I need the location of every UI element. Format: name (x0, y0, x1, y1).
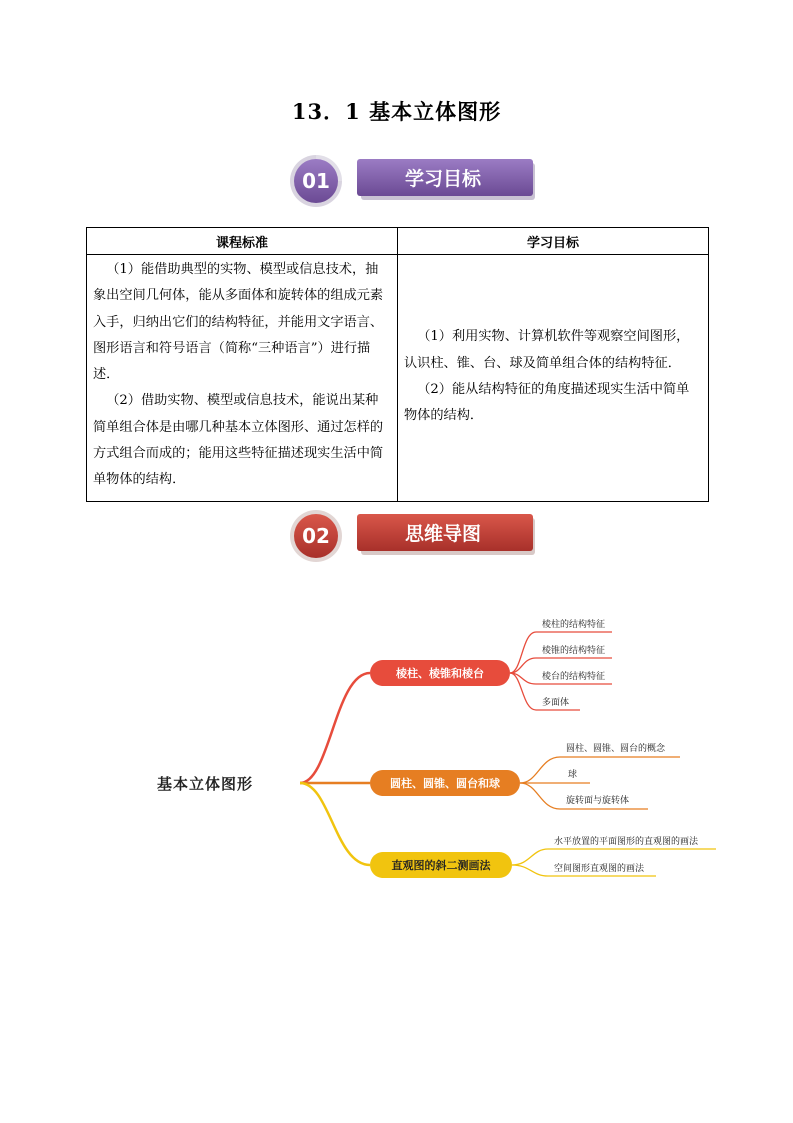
standard-item-1: （1）能借助典型的实物、模型或信息技术，抽象出空间几何体，能从多面体和旋转体的组成元素入手，归纳出它们的结构特征，并能用文字语言、图形语言和符号语言（简称“三种语言”）进行描述． (93, 262, 384, 383)
leaf-1-4: 多面体 (542, 698, 570, 708)
branch-label-2: 圆柱、圆锥、圆台和球 (390, 777, 500, 790)
goals-cell (398, 255, 709, 502)
section-label: 学习目标 (404, 168, 482, 190)
leaf-2-3: 旋转面与旋转体 (566, 796, 630, 806)
table-header-goal: 学习目标 (398, 228, 709, 255)
standard-item-2: （2）借助实物、模型或信息技术，能说出某种简单组合体是由哪几种基本立体图形、通过怎样的方式组合而成的；能用这些特征描述现实生活中简单物体的结构． (93, 393, 384, 488)
section-number: 01 (302, 169, 330, 193)
goal-item-1: （1）利用实物、计算机软件等观察空间图形，认识柱、锥、台、球及简单组合体的结构特征． (404, 329, 690, 371)
leaf-2-2: 球 (568, 770, 578, 780)
leaf-3-1: 水平放置的平面图形的直观图的画法 (554, 837, 699, 847)
leaf-3-2: 空间图形直观图的画法 (554, 864, 645, 874)
leaf-1-3: 棱台的结构特征 (542, 672, 606, 682)
branch-connector-1 (300, 673, 370, 783)
table-header-standard: 课程标准 (87, 228, 398, 255)
section-header-goals (285, 153, 540, 213)
mind-map (0, 560, 793, 900)
page-title: 13．1 基本立体图形 (291, 99, 502, 124)
goal-item-2: （2）能从结构特征的角度描述现实生活中简单物体的结构． (404, 382, 690, 424)
standards-cell (87, 255, 398, 502)
branch-label-3: 直观图的斜二测画法 (391, 859, 491, 872)
table-header-row (87, 228, 709, 255)
section-label: 思维导图 (404, 523, 482, 545)
branch-label-1: 棱柱、棱锥和棱台 (396, 667, 484, 680)
table-row (87, 255, 709, 502)
section-badge-mindmap (285, 508, 540, 568)
section-number: 02 (302, 524, 330, 548)
leaf-1-1: 棱柱的结构特征 (542, 620, 606, 630)
mindmap-root: 基本立体图形 (157, 775, 254, 793)
section-badge-goals (285, 153, 540, 213)
leaf-2-1: 圆柱、圆锥、圆台的概念 (566, 744, 666, 754)
leaf-1-2: 棱锥的结构特征 (542, 646, 606, 656)
standards-table (86, 227, 709, 502)
branch-connector-3 (300, 783, 370, 865)
section-header-mindmap (285, 508, 540, 568)
